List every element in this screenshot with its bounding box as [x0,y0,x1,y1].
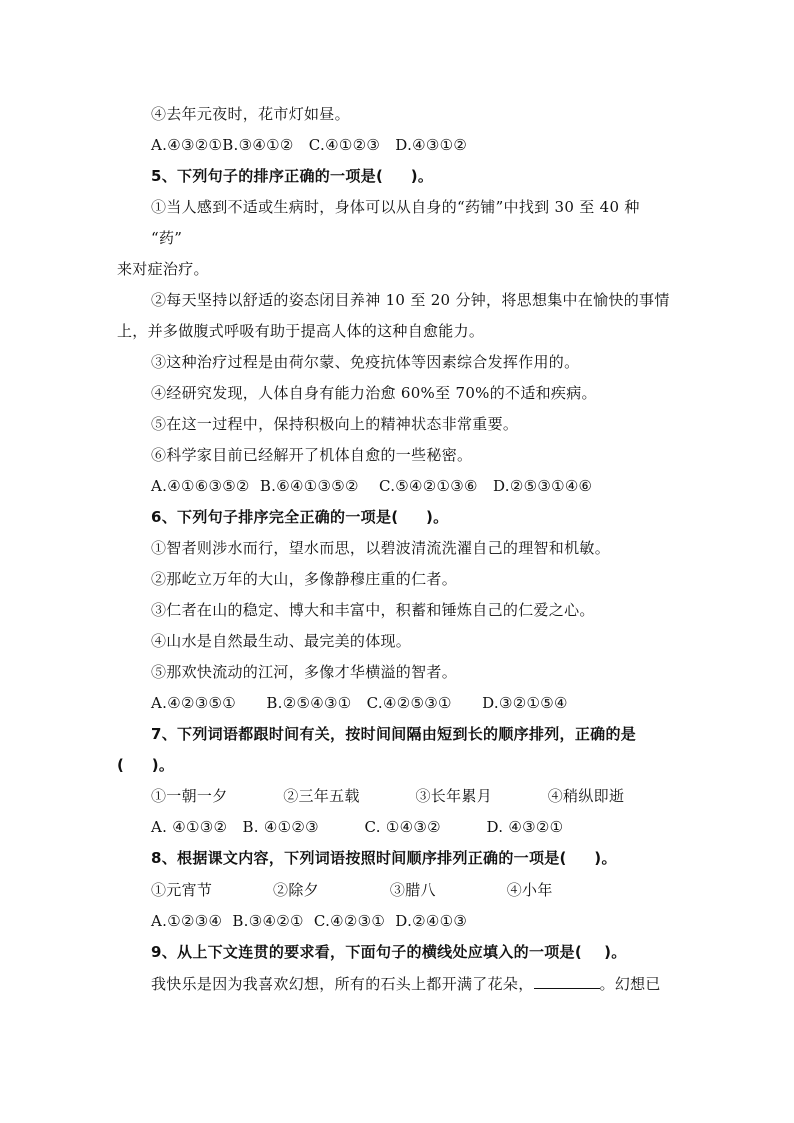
blank-line[interactable] [534,973,600,989]
word-options: ①一朝一夕 ②三年五载 ③长年累月 ④稍纵即逝 [151,787,625,805]
question-title-continued: ( )。 [117,756,175,774]
sentence-item: ③这种治疗过程是由荷尔蒙、免疫抗体等因素综合发挥作用的。 [151,353,580,371]
answer-choices: A.①②③④ B.③④②① C.④②③① D.②④①③ [151,912,468,930]
sentence-item: 上，并多做腹式呼吸有助于提高人体的这种自愈能力。 [117,322,485,340]
sentence-item: ④山水是自然最生动、最完美的体现。 [151,632,412,650]
sentence-item: ①当人感到不适或生病时，身体可以从自身的“药铺”中找到 30 至 40 种 [151,198,640,216]
sentence-item: ⑤那欢快流动的江河，多像才华横溢的智者。 [151,663,458,681]
answer-choices: A.④②③⑤① B.②⑤④③① C.④②⑤③① D.③②①⑤④ [151,694,568,712]
answer-choices: A.④③②①B.③④①② C.④①②③ D.④③①② [151,136,468,154]
answer-choices: A. ④①③② B. ④①②③ C. ①④③② D. ④③②① [151,818,564,836]
sentence-item: ⑤在这一过程中，保持积极向上的精神状态非常重要。 [151,415,519,433]
option-line-4: ④去年元夜时，花市灯如昼。 [151,105,350,123]
question-title: 8、根据课文内容，下列词语按照时间顺序排列正确的一项是( )。 [151,849,617,867]
sentence-start: 我快乐是因为我喜欢幻想，所有的石头上都开满了花朵， [151,975,534,993]
question-title: 9、从上下文连贯的要求看，下面句子的横线处应填入的一项是( )。 [151,943,627,961]
sentence-item: 来对症治疗。 [117,260,209,278]
sentence-item: ④经研究发现，人体自身有能力治愈 60%至 70%的不适和疾病。 [151,384,597,402]
sentence-item: ②每天坚持以舒适的姿态闭目养神 10 至 20 分钟，将思想集中在愉快的事情 [151,291,670,309]
question-title: 7、下列词语都跟时间有关，按时间间隔由短到长的顺序排列，正确的是 [151,725,637,743]
question-title: 5、下列句子的排序正确的一项是( )。 [151,167,434,185]
word-options: ①元宵节 ②除夕 ③腊八 ④小年 [151,881,553,899]
question-title: 6、下列句子排序完全正确的一项是( )。 [151,508,449,526]
fill-blank-sentence [151,973,661,994]
sentence-item: ②那屹立万年的大山，多像静穆庄重的仁者。 [151,570,458,588]
sentence-item: ⑥科学家目前已经解开了机体自愈的一些秘密。 [151,446,473,464]
sentence-item: “药” [151,229,183,247]
sentence-item: ③仁者在山的稳定、博大和丰富中，积蓄和锤炼自己的仁爱之心。 [151,601,595,619]
sentence-end: 。幻想已 [599,975,661,993]
sentence-item: ①智者则涉水而行，望水而思，以碧波清流洗濯自己的理智和机敏。 [151,539,611,557]
answer-choices: A.④①⑥③⑤② B.⑥④①③⑤② C.⑤④②①③⑥ D.②⑤③①④⑥ [151,477,593,495]
